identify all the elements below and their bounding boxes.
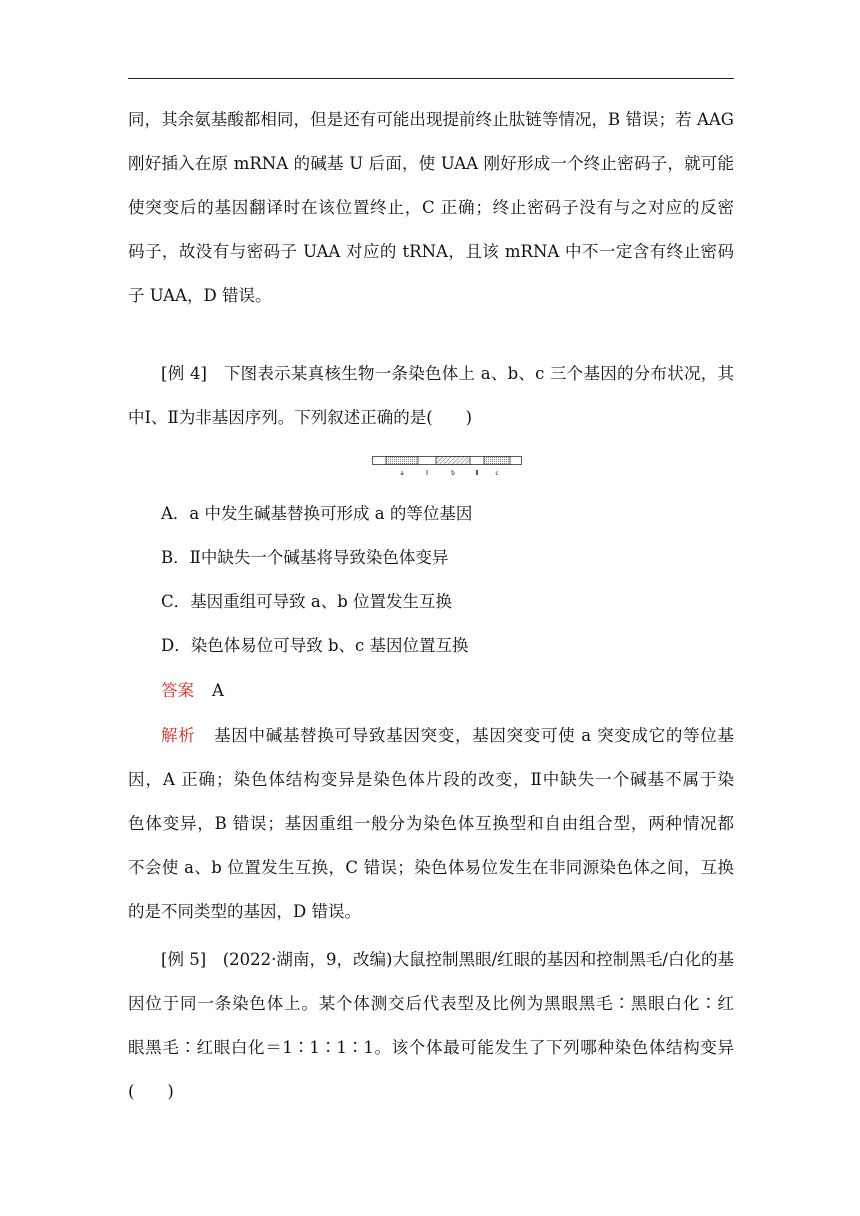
top-rule — [128, 78, 734, 79]
figure-label-c: c — [495, 469, 499, 477]
gene-c-segment — [484, 457, 510, 465]
previous-analysis-continuation — [128, 98, 734, 318]
answer-label: 答案 — [161, 681, 194, 700]
analysis-text: 基因中碱基替换可导致基因突变，基因突变可使 a 突变成它的等位基 — [213, 726, 735, 745]
figure-label-I: Ⅰ — [425, 469, 429, 477]
text-line: 不会使 a、b 位置发生互换，C 错误；染色体易位发生在非同源染色体之间，互换 — [128, 858, 734, 877]
figure-label-a: a — [400, 469, 404, 477]
text-line: [例 5] (2022·湖南，9，改编)大鼠控制黑眼/红眼的基因和控制黑毛/白化的基 — [161, 950, 734, 969]
text-line: 码子，故没有与密码子 UAA 对应的 tRNA，且该 mRNA 中不一定含有终止密码 — [128, 242, 734, 261]
text-line: 的是不同类型的基因，D 错误。 — [128, 902, 361, 921]
text-line: 使突变后的基因翻译时在该位置终止，C 正确；终止密码子没有与之对应的反密 — [128, 198, 734, 217]
text-line: 色体变异，B 错误；基因重组一般分为染色体互换型和自由组合型，两种情况都 — [128, 814, 734, 833]
option-b: B．Ⅱ中缺失一个碱基将导致染色体变异 — [161, 548, 449, 567]
example-5-question — [128, 938, 734, 1114]
text-line: 刚好插入在原 mRNA 的碱基 U 后面，使 UAA 刚好形成一个终止密码子，就可能 — [128, 154, 734, 173]
text-line: 眼黑毛∶红眼白化＝1∶1∶1∶1。该个体最可能发生了下列哪种染色体结构变异 — [128, 1038, 734, 1057]
text-line: [例 4] 下图表示某真核生物一条染色体上 a、b、c 三个基因的分布状况，其 — [161, 364, 734, 383]
figure-label-b: b — [451, 469, 455, 477]
text-line: 同，其余氨基酸都相同，但是还有可能出现提前终止肽链等情况，B 错误；若 AAG — [128, 110, 734, 129]
text-line: 中Ⅰ、Ⅱ为非基因序列。下列叙述正确的是( ) — [128, 408, 473, 427]
option-d: D．染色体易位可导致 b、c 基因位置互换 — [161, 636, 469, 655]
chromosome-gene-figure — [372, 455, 522, 479]
example-4-question — [128, 352, 734, 440]
text-line: 因位于同一条染色体上。某个体测交后代表型及比例为黑眼黑毛∶黑眼白化∶红 — [128, 994, 734, 1013]
text-line: ( ) — [128, 1082, 174, 1101]
option-a: A．a 中发生碱基替换可形成 a 的等位基因 — [161, 504, 473, 523]
answer-line — [161, 679, 224, 703]
gene-b-segment — [436, 457, 470, 465]
analysis-label: 解析 — [161, 726, 196, 745]
text-line: 因，A 正确；染色体结构变异是染色体片段的改变，Ⅱ中缺失一个碱基不属于染 — [128, 770, 734, 789]
text-line: 子 UAA，D 错误。 — [128, 286, 272, 305]
answer-value: A — [212, 681, 224, 700]
analysis-paragraph — [128, 714, 734, 934]
option-c: C．基因重组可导致 a、b 位置发生互换 — [161, 592, 453, 611]
figure-label-II: Ⅱ — [475, 469, 479, 477]
gene-a-segment — [386, 457, 418, 465]
text-line — [128, 714, 734, 758]
